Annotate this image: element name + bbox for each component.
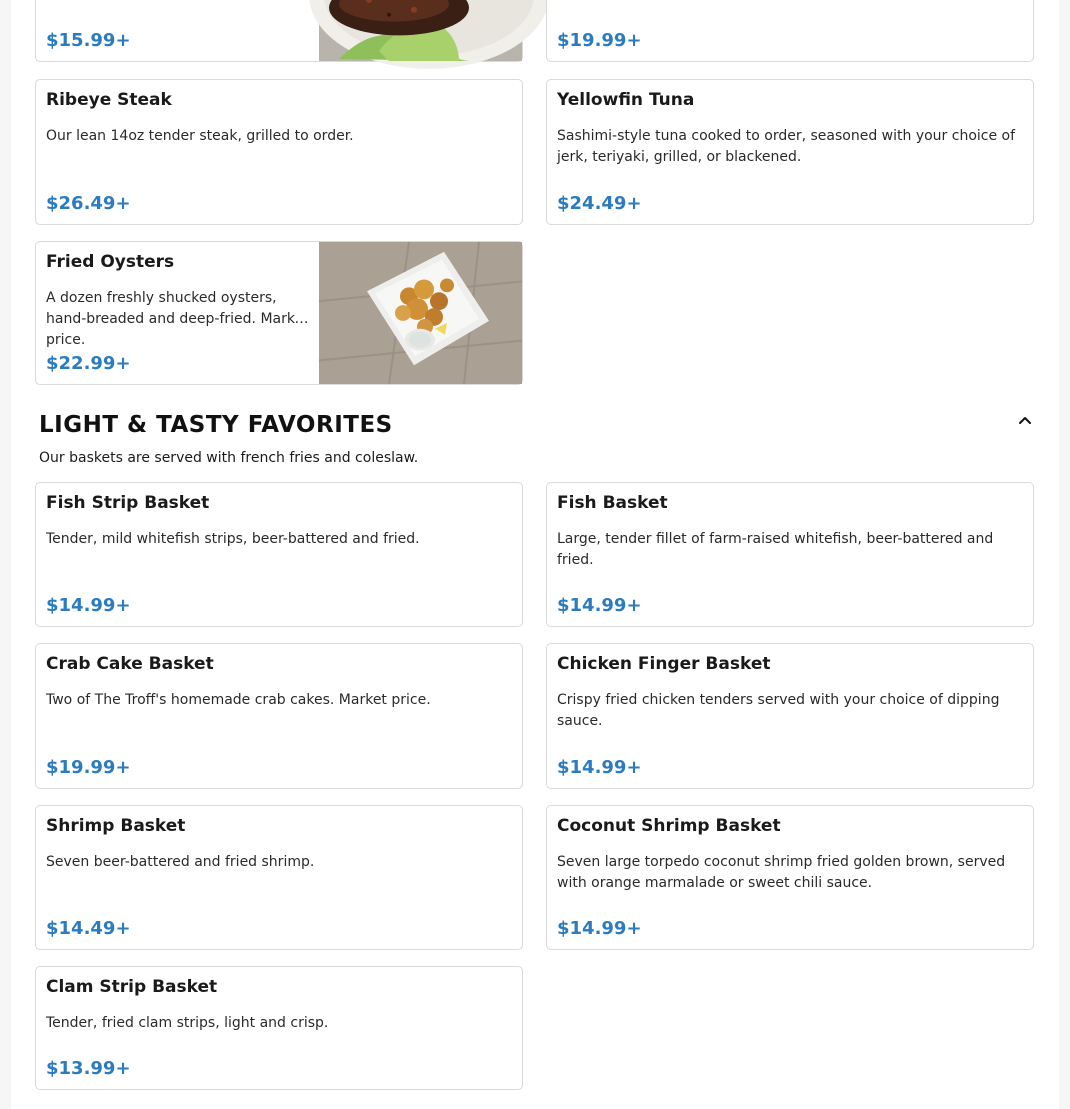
menu-item-card[interactable] [546,643,1034,789]
item-price: $24.49+ [557,193,642,214]
item-name: Coconut Shrimp Basket [557,816,781,836]
item-description: Large, tender fillet of farm-raised whitefish, beer-battered and fried. [557,531,994,568]
item-name: Crab Cake Basket [46,654,214,674]
menu-item-card[interactable] [35,241,523,385]
menu-item-card[interactable] [546,0,1034,62]
menu-item-card[interactable] [546,79,1034,225]
item-price: $14.99+ [557,595,642,616]
item-description: Tender, fried clam strips, light and crisp. [46,1015,329,1031]
menu-page [11,0,1059,1109]
item-description: Our lean 14oz tender steak, grilled to order. [46,128,354,144]
item-price: $14.49+ [46,918,131,939]
item-price: $13.99+ [46,1058,131,1079]
item-name: Fish Strip Basket [46,493,210,513]
item-name: Shrimp Basket [46,816,186,836]
fried-oysters-plate-photo [319,242,522,384]
item-price: $26.49+ [46,193,131,214]
item-price: $19.99+ [46,757,131,778]
item-price: $22.99+ [46,353,131,374]
menu-item-card[interactable] [35,482,523,627]
item-name: Clam Strip Basket [46,977,218,997]
item-price: $19.99+ [557,30,642,51]
item-description: A dozen freshly shucked oysters, hand-breaded and deep-fried. Market price. [46,290,309,348]
item-description: Seven beer-battered and fried shrimp. [46,854,315,870]
item-description: Crispy fried chicken tenders served with your choice of dipping sauce. [557,692,1000,729]
item-description: Seven large torpedo coconut shrimp fried golden brown, served with orange marmalade or sweet chili sauce. [557,854,1006,891]
menu-item-card[interactable] [35,966,523,1090]
blackened-fish-plate-photo [319,0,522,61]
item-price: $15.99+ [46,30,131,51]
menu-item-card[interactable] [35,643,523,789]
item-description: Sashimi-style tuna cooked to order, seasoned with your choice of jerk, teriyaki, grilled, or blackened. [557,128,1016,165]
menu-item-card[interactable] [35,0,523,62]
item-price: $14.99+ [557,757,642,778]
item-name: Yellowfin Tuna [557,90,695,110]
section-subtitle: Our baskets are served with french fries and coleslaw. [39,450,419,466]
item-name: Fried Oysters [46,252,175,272]
item-description: Tender, mild whitefish strips, beer-battered and fried. [46,531,420,547]
menu-item-card[interactable] [546,482,1034,627]
section-collapse-button[interactable] [1013,408,1037,432]
item-description: Two of The Troff's homemade crab cakes. Market price. [46,692,431,708]
menu-item-card[interactable] [35,805,523,950]
section-title: LIGHT & TASTY FAVORITES [39,412,393,438]
item-name: Fish Basket [557,493,668,513]
item-price: $14.99+ [46,595,131,616]
chevron-up-icon [1017,412,1033,428]
menu-item-card[interactable] [546,805,1034,950]
item-name: Ribeye Steak [46,90,172,110]
menu-item-card[interactable] [35,79,523,225]
item-price: $14.99+ [557,918,642,939]
item-name: Chicken Finger Basket [557,654,771,674]
